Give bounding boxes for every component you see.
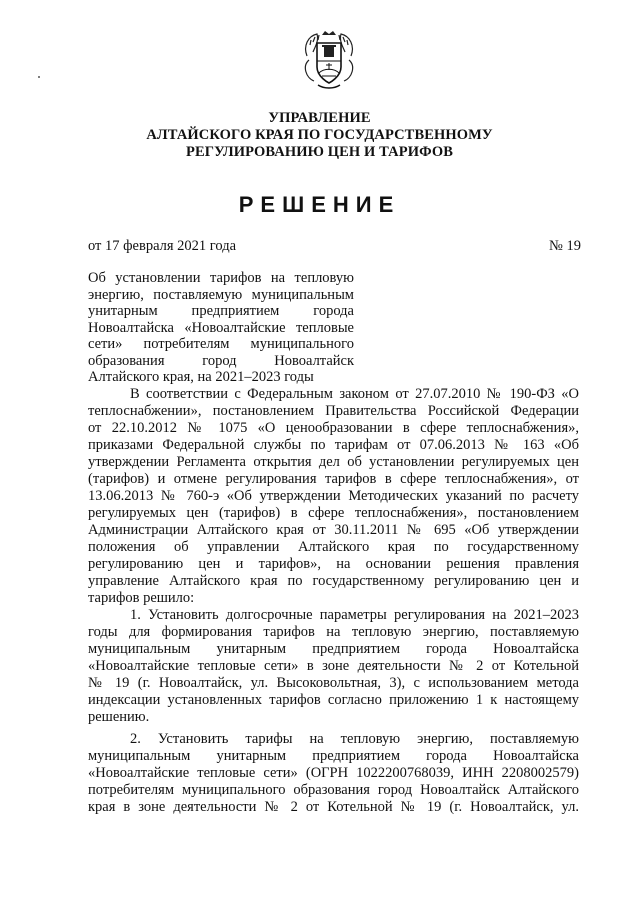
preamble-paragraph (88, 386, 579, 607)
body-line: 2. Установить тарифы на тепловую энергию, поставляемую (130, 731, 579, 747)
body-line: В соответствии с Федеральным законом от 27.07.2010 № 190-ФЗ «О (130, 386, 579, 402)
body-line: приказами Федеральной службы по тарифам от 07.06.2013 № 163 «Об (88, 437, 579, 453)
body-line: положения об управлении Алтайского края по государственному (88, 539, 579, 555)
body-line: годы для формирования тарифов на тепловую энергию, поставляемую (88, 624, 579, 640)
decision-item-2 (88, 731, 579, 816)
coat-of-arms-emblem (300, 30, 358, 92)
body-line: регулируемых цен (тарифов) в сфере теплоснабжения», постановлением (88, 505, 579, 521)
body-line: края в зоне деятельности № 2 от Котельной № 19 (г. Новоалтайск, ул. (88, 799, 579, 815)
subject-line: образования город Новоалтайск (88, 352, 354, 369)
body-line: муниципальным унитарным предприятием города Новоалтайска (88, 641, 579, 657)
agency-line: УПРАВЛЕНИЕ (268, 110, 371, 126)
document-date: от 17 февраля 2021 года (88, 238, 237, 254)
body-line: № 19 (г. Новоалтайск, ул. Высоковольтная, 3), с использованием метода (88, 675, 579, 691)
body-line: «Новоалтайские тепловые сети» (ОГРН 1022200768039, ИНН 2208002579) (88, 765, 579, 781)
body-line: управление Алтайского края по государственному регулированию цен и (88, 573, 579, 589)
subject-line: сети» потребителям муниципального (88, 336, 354, 352)
body-line: 13.06.2013 № 760-э «Об утверждении Методических указаний по расчету (88, 488, 579, 504)
body-line: индексации установленных тарифов согласно приложению 1 к настоящему (88, 692, 579, 708)
scan-speck (38, 76, 40, 78)
body-line: «Новоалтайские тепловые сети» в зоне деятельности № 2 от Котельной (88, 658, 579, 674)
agency-line: АЛТАЙСКОГО КРАЯ ПО ГОСУДАРСТВЕННОМУ (146, 127, 493, 143)
agency-name (0, 110, 639, 161)
body-line: 1. Установить долгосрочные параметры регулирования на 2021–2023 (130, 607, 579, 623)
body-line: решению. (88, 709, 150, 725)
document-number: № 19 (549, 238, 581, 254)
body-line: муниципальным унитарным предприятием города Новоалтайска (88, 748, 579, 764)
subject-line: унитарным предприятием города (88, 303, 354, 319)
document-body (88, 386, 579, 816)
subject-line: энергию, поставляемую муниципальным (88, 286, 354, 303)
subject-line: Алтайского края, на 2021–2023 годы (88, 369, 314, 385)
agency-line: РЕГУЛИРОВАНИЮ ЦЕН И ТАРИФОВ (186, 144, 453, 160)
body-line: Администрации Алтайского края от 30.11.2011 № 695 «Об утверждении (88, 522, 579, 538)
body-line: тарифов решило: (88, 590, 195, 606)
body-line: утверждении Регламента открытия дел об установлении регулируемых цен (88, 454, 579, 470)
body-line: (тарифов) и отмене регулирования тарифов в сфере теплоснабжения», от (88, 471, 579, 487)
body-line: теплоснабжении», постановлением Правительства Российской Федерации (88, 403, 579, 419)
decision-item-1 (88, 607, 579, 726)
document-subject (88, 270, 354, 386)
body-line: потребителям муниципального образования город Новоалтайск Алтайского (88, 782, 579, 798)
subject-line: Новоалтайска «Новоалтайские тепловые (88, 319, 354, 336)
subject-line: Об установлении тарифов на тепловую (88, 270, 354, 286)
document-title: РЕШЕНИЕ (238, 192, 401, 217)
body-line: от 22.10.2012 № 1075 «О ценообразовании в сфере теплоснабжения», (88, 420, 579, 436)
body-line: регулированию цен и тарифов», на основании решения правления (88, 556, 579, 572)
